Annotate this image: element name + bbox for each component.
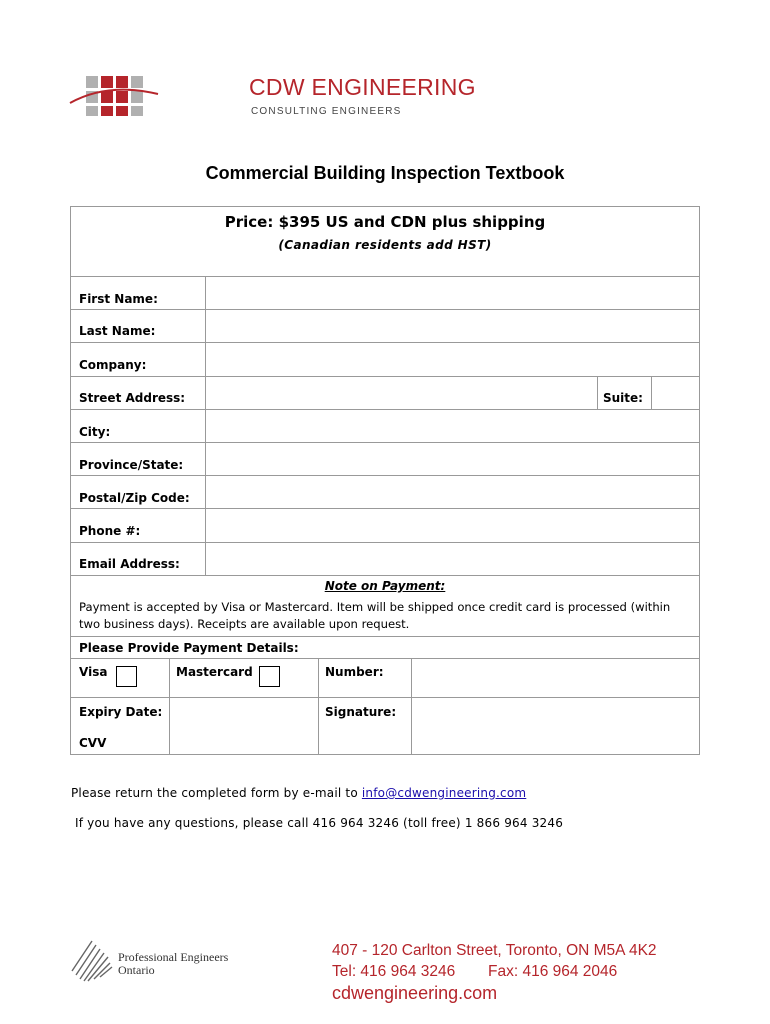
phone-field[interactable]	[206, 509, 699, 542]
expiry-date-label: Expiry Date:	[79, 705, 163, 719]
payment-details-heading: Please Provide Payment Details:	[79, 641, 299, 655]
price-line: Price: $395 US and CDN plus shipping	[224, 213, 546, 231]
phone-label: Phone #:	[79, 524, 141, 538]
mastercard-checkbox[interactable]	[259, 666, 280, 687]
payment-note-body: Payment is accepted by Visa or Mastercard. Item will be shipped once credit card is processed (within two business days). Receipts are available upon request.	[79, 600, 671, 631]
mastercard-label: Mastercard	[176, 665, 253, 679]
company-website[interactable]: cdwengineering.com	[332, 983, 498, 1003]
last-name-label: Last Name:	[79, 324, 156, 338]
postal-code-label: Postal/Zip Code:	[79, 491, 190, 505]
peo-name: Professional Engineers	[118, 950, 229, 964]
return-instructions	[71, 786, 526, 800]
province-state-field[interactable]	[206, 443, 699, 475]
visa-label: Visa	[79, 665, 108, 679]
company-label: Company:	[79, 358, 147, 372]
street-address-label: Street Address:	[79, 391, 186, 405]
city-label: City:	[79, 425, 111, 439]
first-name-label: First Name:	[79, 292, 158, 306]
visa-checkbox[interactable]	[116, 666, 137, 687]
page-title: Commercial Building Inspection Textbook	[205, 163, 565, 183]
first-name-field[interactable]	[206, 277, 699, 309]
company-fax: Fax: 416 964 2046	[488, 963, 618, 980]
street-address-field[interactable]	[206, 377, 597, 409]
last-name-field[interactable]	[206, 310, 699, 342]
email-link[interactable]: info@cdwengineering.com	[361, 786, 527, 800]
suite-field[interactable]	[652, 377, 699, 409]
city-field[interactable]	[206, 410, 699, 442]
email-label: Email Address:	[79, 557, 180, 571]
cdw-logo-icon	[68, 70, 248, 120]
peo-logo	[70, 935, 250, 985]
postal-code-field[interactable]	[206, 476, 699, 508]
peo-emblem-icon	[70, 937, 116, 983]
cvv-label: CVV	[79, 736, 107, 750]
card-number-label: Number:	[325, 665, 384, 679]
payment-note-heading: Note on Payment:	[324, 579, 446, 593]
return-text: Please return the completed form by e-mail to	[71, 786, 362, 800]
card-number-field[interactable]	[412, 659, 699, 697]
company-logo	[68, 70, 476, 120]
expiry-date-field[interactable]	[170, 698, 318, 754]
company-address: 407 - 120 Carlton Street, Toronto, ON M5A 4K2	[332, 942, 657, 959]
company-name: CDW ENGINEERING	[249, 74, 476, 100]
hst-note: (Canadian residents add HST)	[278, 238, 492, 252]
signature-field[interactable]	[412, 698, 699, 754]
email-field[interactable]	[206, 543, 699, 575]
province-state-label: Province/State:	[79, 458, 184, 472]
order-form	[70, 206, 700, 755]
suite-label: Suite:	[603, 391, 643, 405]
signature-label: Signature:	[325, 705, 397, 719]
questions-text: If you have any questions, please call 416 964 3246 (toll free) 1 866 964 3246	[75, 816, 564, 830]
company-tagline: CONSULTING ENGINEERS	[251, 106, 402, 117]
company-field[interactable]	[206, 343, 699, 376]
peo-province: Ontario	[118, 963, 155, 977]
company-tel: Tel: 416 964 3246	[332, 963, 456, 980]
